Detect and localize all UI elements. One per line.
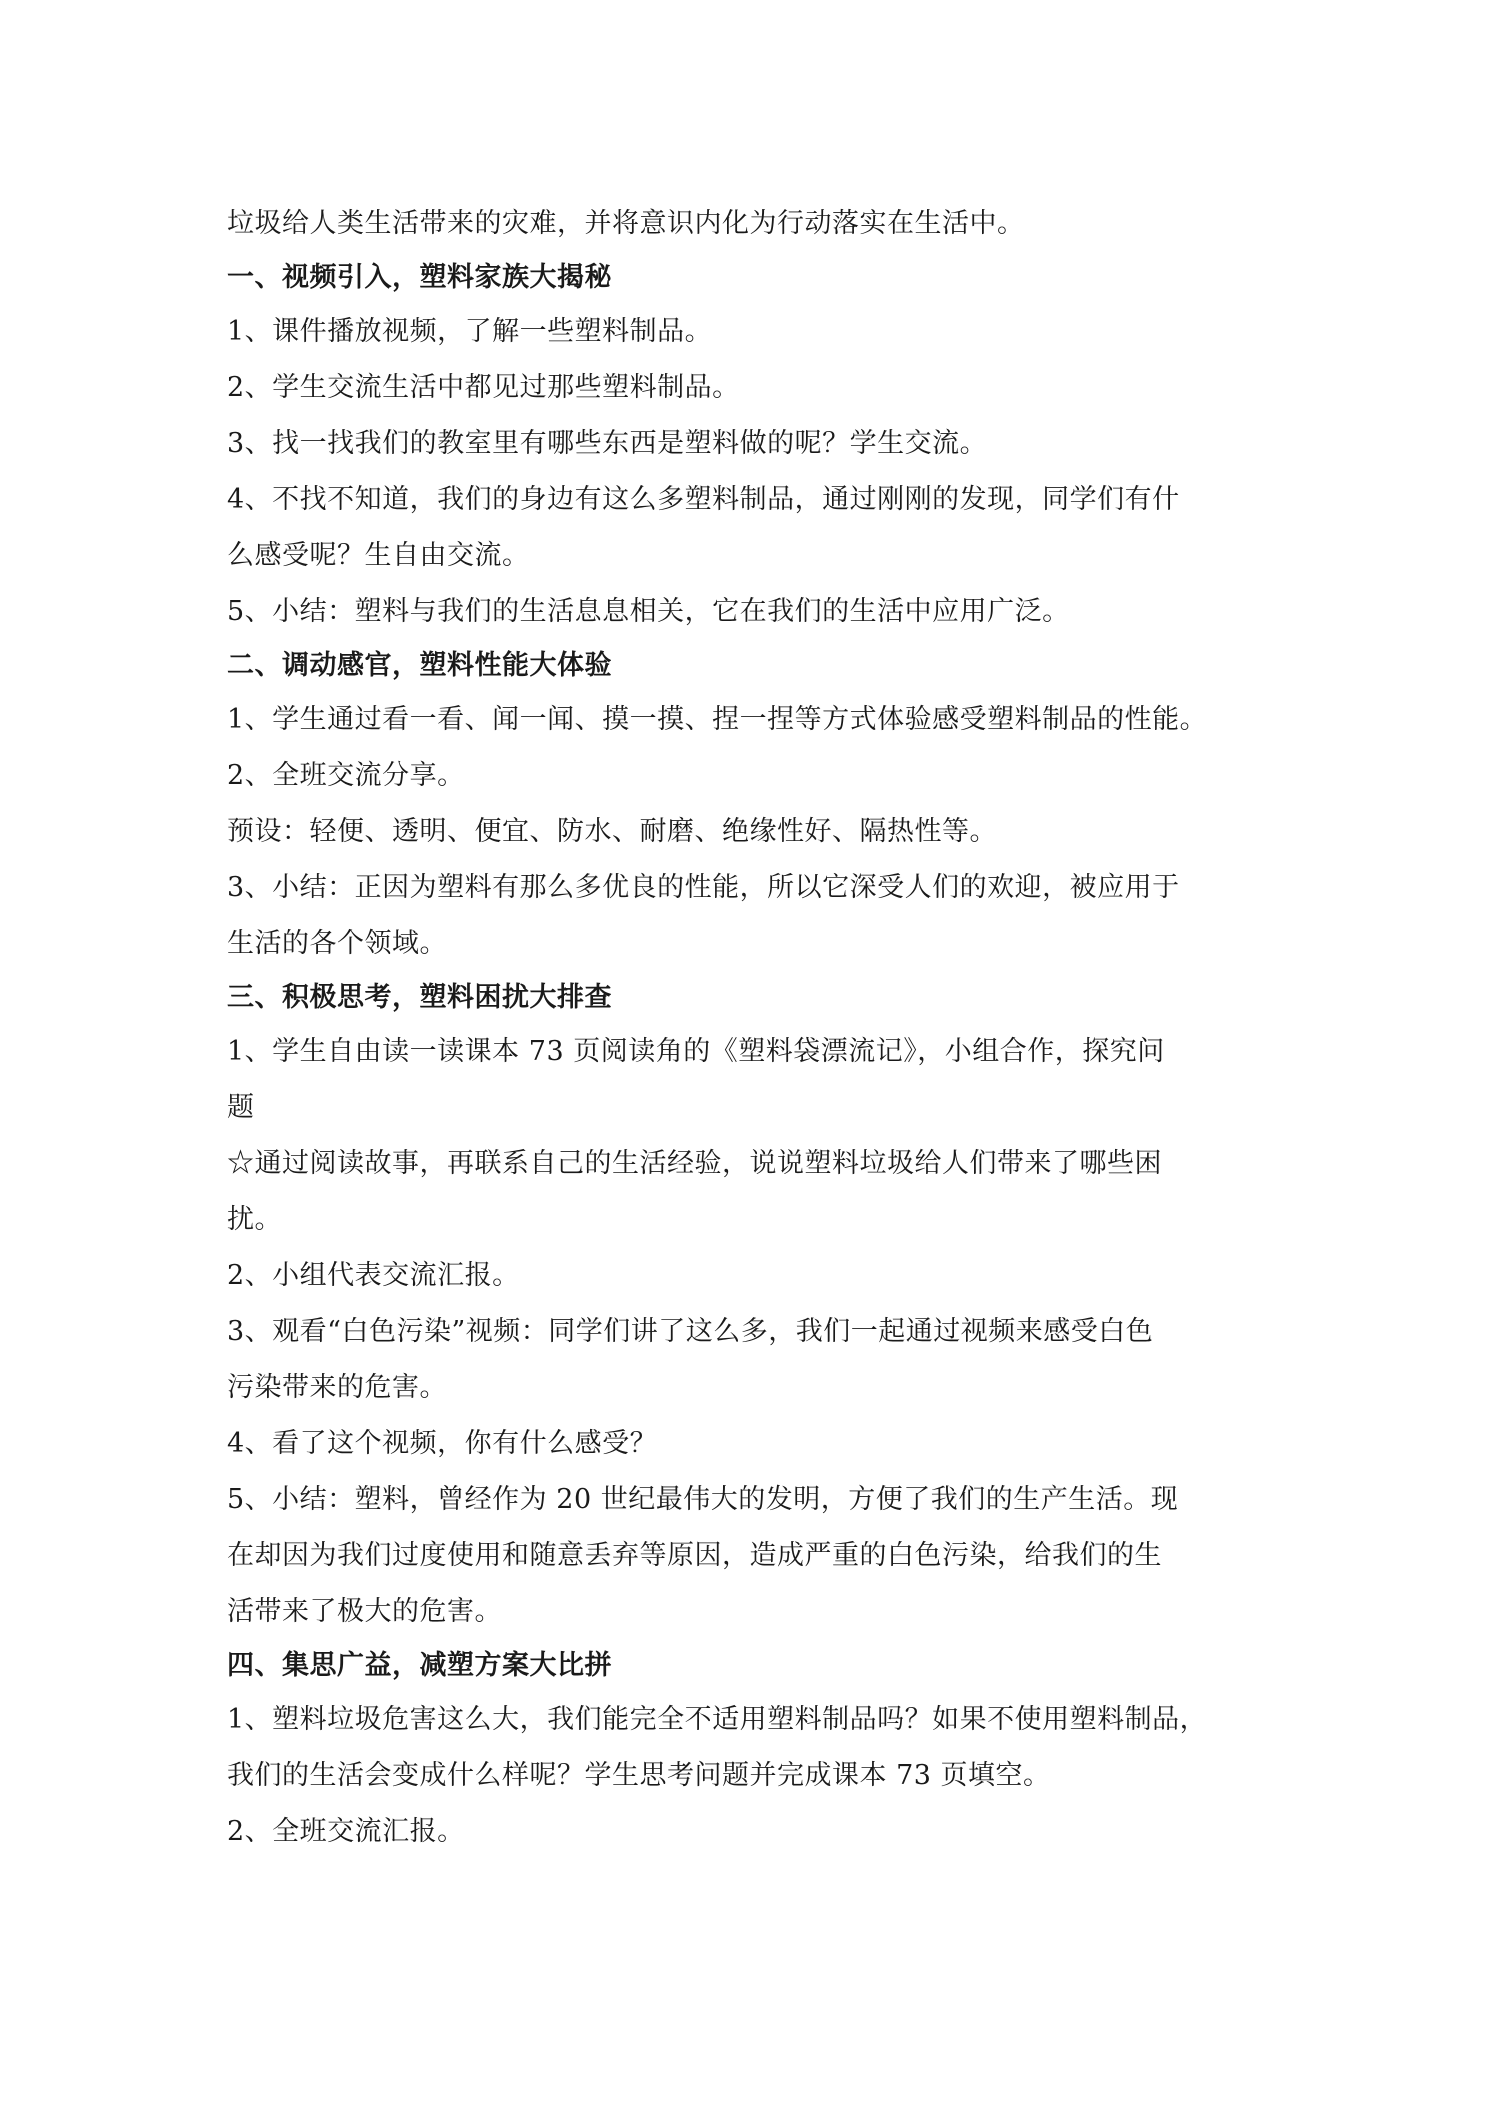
body-text-line: 2、小组代表交流汇报。 [227,1260,520,1291]
body-text-line: 1、课件播放视频，了解一些塑料制品。 [227,316,713,347]
body-text-line: 2、全班交流汇报。 [227,1816,465,1847]
body-text-line: 5、小结：塑料与我们的生活息息相关，它在我们的生活中应用广泛。 [227,596,1070,627]
body-text-line: 1、塑料垃圾危害这么大，我们能完全不适用塑料制品吗？如果不使用塑料制品， [227,1704,1208,1735]
body-text-line: 3、观看“白色污染”视频：同学们讲了这么多，我们一起通过视频来感受白色 [227,1316,1154,1347]
section-heading: 二、调动感官，塑料性能大体验 [227,650,612,681]
body-text-line: 5、小结：塑料，曾经作为 20 世纪最伟大的发明，方便了我们的生产生活。现 [227,1484,1179,1515]
body-text-line: 垃圾给人类生活带来的灾难，并将意识内化为行动落实在生活中。 [227,208,1025,239]
body-text-line: 4、看了这个视频，你有什么感受？ [227,1428,658,1459]
body-text-line: 在却因为我们过度使用和随意丢弃等原因，造成严重的白色污染，给我们的生 [227,1540,1162,1571]
body-text-line: 2、全班交流分享。 [227,760,465,791]
body-text-line: 污染带来的危害。 [227,1372,447,1403]
body-text-line: 扰。 [227,1204,282,1235]
body-text-line: 题 [227,1092,255,1123]
document-page [227,196,1287,1860]
body-text-line: 2、学生交流生活中都见过那些塑料制品。 [227,372,740,403]
body-text-line: ☆通过阅读故事，再联系自己的生活经验，说说塑料垃圾给人们带来了哪些困 [227,1148,1162,1179]
body-text-line: 么感受呢？生自由交流。 [227,540,530,571]
section-heading: 三、积极思考，塑料困扰大排查 [227,982,612,1013]
body-text-line: 4、不找不知道，我们的身边有这么多塑料制品，通过刚刚的发现，同学们有什 [227,484,1180,515]
body-text-line: 1、学生通过看一看、闻一闻、摸一摸、捏一捏等方式体验感受塑料制品的性能。 [227,704,1208,735]
section-heading: 一、视频引入，塑料家族大揭秘 [227,262,612,293]
body-text-line: 活带来了极大的危害。 [227,1596,502,1627]
body-text-line: 预设：轻便、透明、便宜、防水、耐磨、绝缘性好、隔热性等。 [227,816,997,847]
body-text-line: 3、小结：正因为塑料有那么多优良的性能，所以它深受人们的欢迎，被应用于 [227,872,1180,903]
body-text-line: 我们的生活会变成什么样呢？学生思考问题并完成课本 73 页填空。 [227,1760,1051,1791]
body-text-line: 生活的各个领域。 [227,928,447,959]
section-heading: 四、集思广益，减塑方案大比拼 [227,1650,612,1681]
body-text-line: 3、找一找我们的教室里有哪些东西是塑料做的呢？学生交流。 [227,428,988,459]
body-text-line: 1、学生自由读一读课本 73 页阅读角的《塑料袋漂流记》，小组合作，探究问 [227,1036,1165,1067]
